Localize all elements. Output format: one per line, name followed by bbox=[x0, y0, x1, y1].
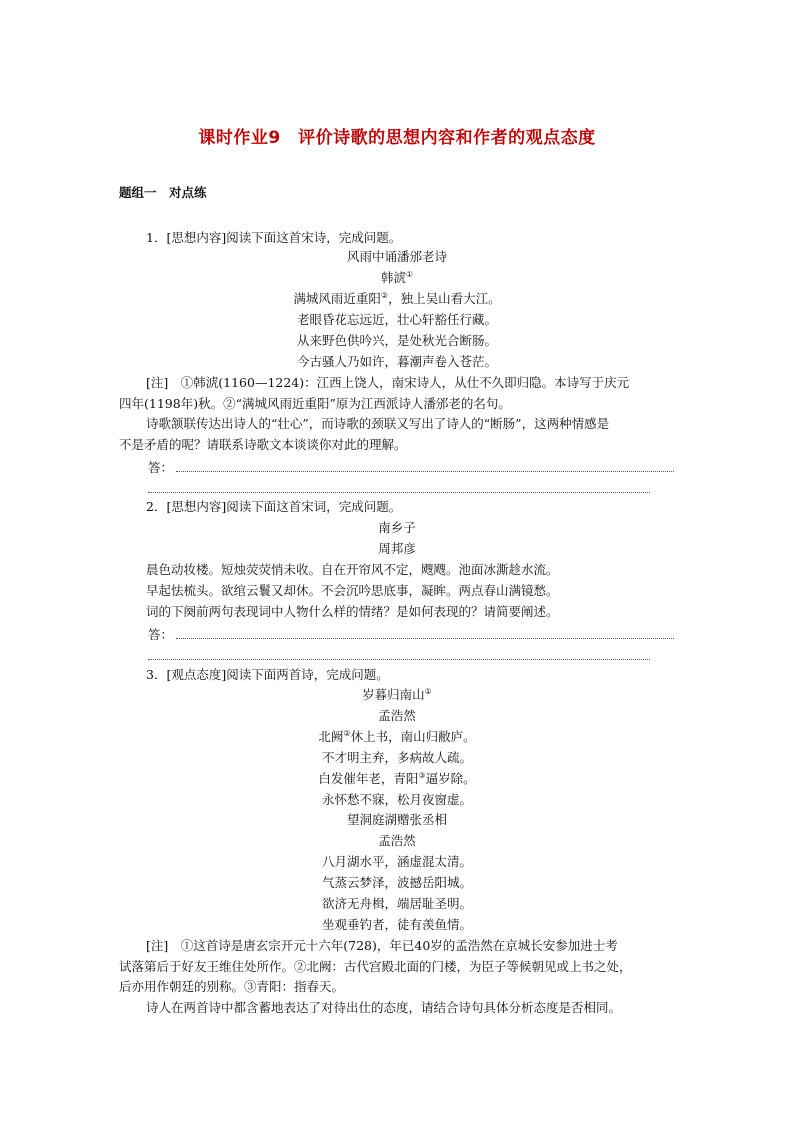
q3-poem2-author: 孟浩然 bbox=[378, 833, 416, 848]
q1-poem-line-4: 今古骚人乃如许，暮潮声卷入苍茫。 bbox=[296, 354, 497, 369]
q2-answer-label: 答： bbox=[148, 627, 174, 642]
q3-poem1-line-2: 不才明主弃，多病故人疏。 bbox=[321, 750, 472, 765]
q2-question: 词的下阕前两句表现词中人物什么样的情绪？是如何表现的？请简要阐述。 bbox=[146, 604, 559, 619]
q3-poem2-line-2: 气蒸云梦泽，波撼岳阳城。 bbox=[321, 875, 472, 890]
q3-poem1-author: 孟浩然 bbox=[378, 708, 416, 723]
q1-answer-line-1[interactable] bbox=[176, 471, 674, 472]
q2-poem-line-2: 早起怯梳头。欲绾云鬟又却休。不会沉吟思底事，凝眸。两点春山满镜愁。 bbox=[146, 583, 559, 598]
q1-note-line-2: 四年(1198年)秋。②“满城风雨近重阳”原为江西派诗人潘邠老的名句。 bbox=[119, 396, 511, 411]
q3-poem1-line-1: 北阙②休上书，南山归敝庐。 bbox=[318, 728, 476, 744]
footnote-marker: ① bbox=[405, 269, 414, 279]
q1-note-line-1: [注] ①韩淲(1160—1224)：江西上饶人，南宋诗人，从仕不久即归隐。本诗写于庆元 bbox=[146, 375, 630, 390]
q1-poem-line-3: 从来野色供吟兴，是处秋光合断肠。 bbox=[296, 333, 497, 348]
q2-poem-line-1: 晨色动妆楼。短烛荧荧悄未收。自在开帘风不定，飕飕。池面冰澌趁水流。 bbox=[146, 562, 559, 577]
q2-author: 周邦彦 bbox=[378, 541, 416, 556]
q2-answer-line-1[interactable] bbox=[176, 638, 674, 639]
q3-question: 诗人在两首诗中都含蓄地表达了对待出仕的态度，请结合诗句具体分析态度是否相同。 bbox=[146, 1000, 622, 1015]
q2-stem: 2．[思想内容]阅读下面这首宋词，完成问题。 bbox=[146, 499, 402, 514]
q1-poem-line-2: 老眼昏花忘远近，壮心轩豁任行藏。 bbox=[296, 312, 497, 327]
q3-poem2-line-1: 八月湖水平，涵虚混太清。 bbox=[321, 854, 472, 869]
q1-poem-line-1: 满城风雨近重阳②，独上吴山看大江。 bbox=[293, 290, 501, 306]
page-title: 课时作业9 评价诗歌的思想内容和作者的观点态度 bbox=[198, 128, 596, 148]
q1-answer-line-2[interactable] bbox=[148, 492, 650, 493]
q1-question-line-2: 不是矛盾的呢？请联系诗歌文本谈谈你对此的理解。 bbox=[119, 437, 407, 452]
footnote-marker: ② bbox=[343, 728, 351, 738]
q1-question-line-1: 诗歌颔联传达出诗人的“壮心”，而诗歌的颈联又写出了诗人的“断肠”，这两种情感是 bbox=[146, 416, 610, 431]
q3-note-line-1: [注] ①这首诗是唐玄宗开元十六年(728)，年已40岁的孟浩然在京城长安参加进士考 bbox=[146, 938, 618, 953]
q3-poem1-title: 岁暮归南山① bbox=[362, 686, 432, 702]
footnote-marker: ① bbox=[424, 686, 432, 696]
q3-poem2-title: 望洞庭湖赠张丞相 bbox=[346, 812, 447, 827]
q1-answer-label: 答： bbox=[148, 460, 174, 475]
q1-poem-title: 风雨中诵潘邠老诗 bbox=[346, 249, 447, 264]
q3-note-line-2: 试落第后于好友王维住处所作。②北阙：古代宫殿北面的门楼，为臣子等候朝见或上书之处， bbox=[119, 959, 632, 974]
footnote-marker: ③ bbox=[418, 770, 426, 780]
q3-poem2-line-3: 欲济无舟楫，端居耻圣明。 bbox=[321, 896, 472, 911]
q3-poem1-line-3: 白发催年老，青阳③逼岁除。 bbox=[318, 770, 476, 786]
q3-poem2-line-4: 坐观垂钓者，徒有羡鱼情。 bbox=[321, 917, 472, 932]
q3-stem: 3．[观点态度]阅读下面两首诗，完成问题。 bbox=[146, 667, 389, 682]
footnote-marker: ② bbox=[380, 290, 389, 300]
q1-stem: 1．[思想内容]阅读下面这首宋诗，完成问题。 bbox=[146, 230, 402, 245]
q1-author: 韩淲① bbox=[380, 269, 414, 285]
q3-poem1-line-4: 永怀愁不寐，松月夜窗虚。 bbox=[321, 792, 472, 807]
q2-poem-title: 南乡子 bbox=[378, 520, 416, 535]
q2-answer-line-2[interactable] bbox=[148, 659, 650, 660]
q3-note-line-3: 后亦用作朝廷的别称。③青阳：指春天。 bbox=[119, 979, 345, 994]
section-heading: 题组一 对点练 bbox=[119, 185, 207, 200]
